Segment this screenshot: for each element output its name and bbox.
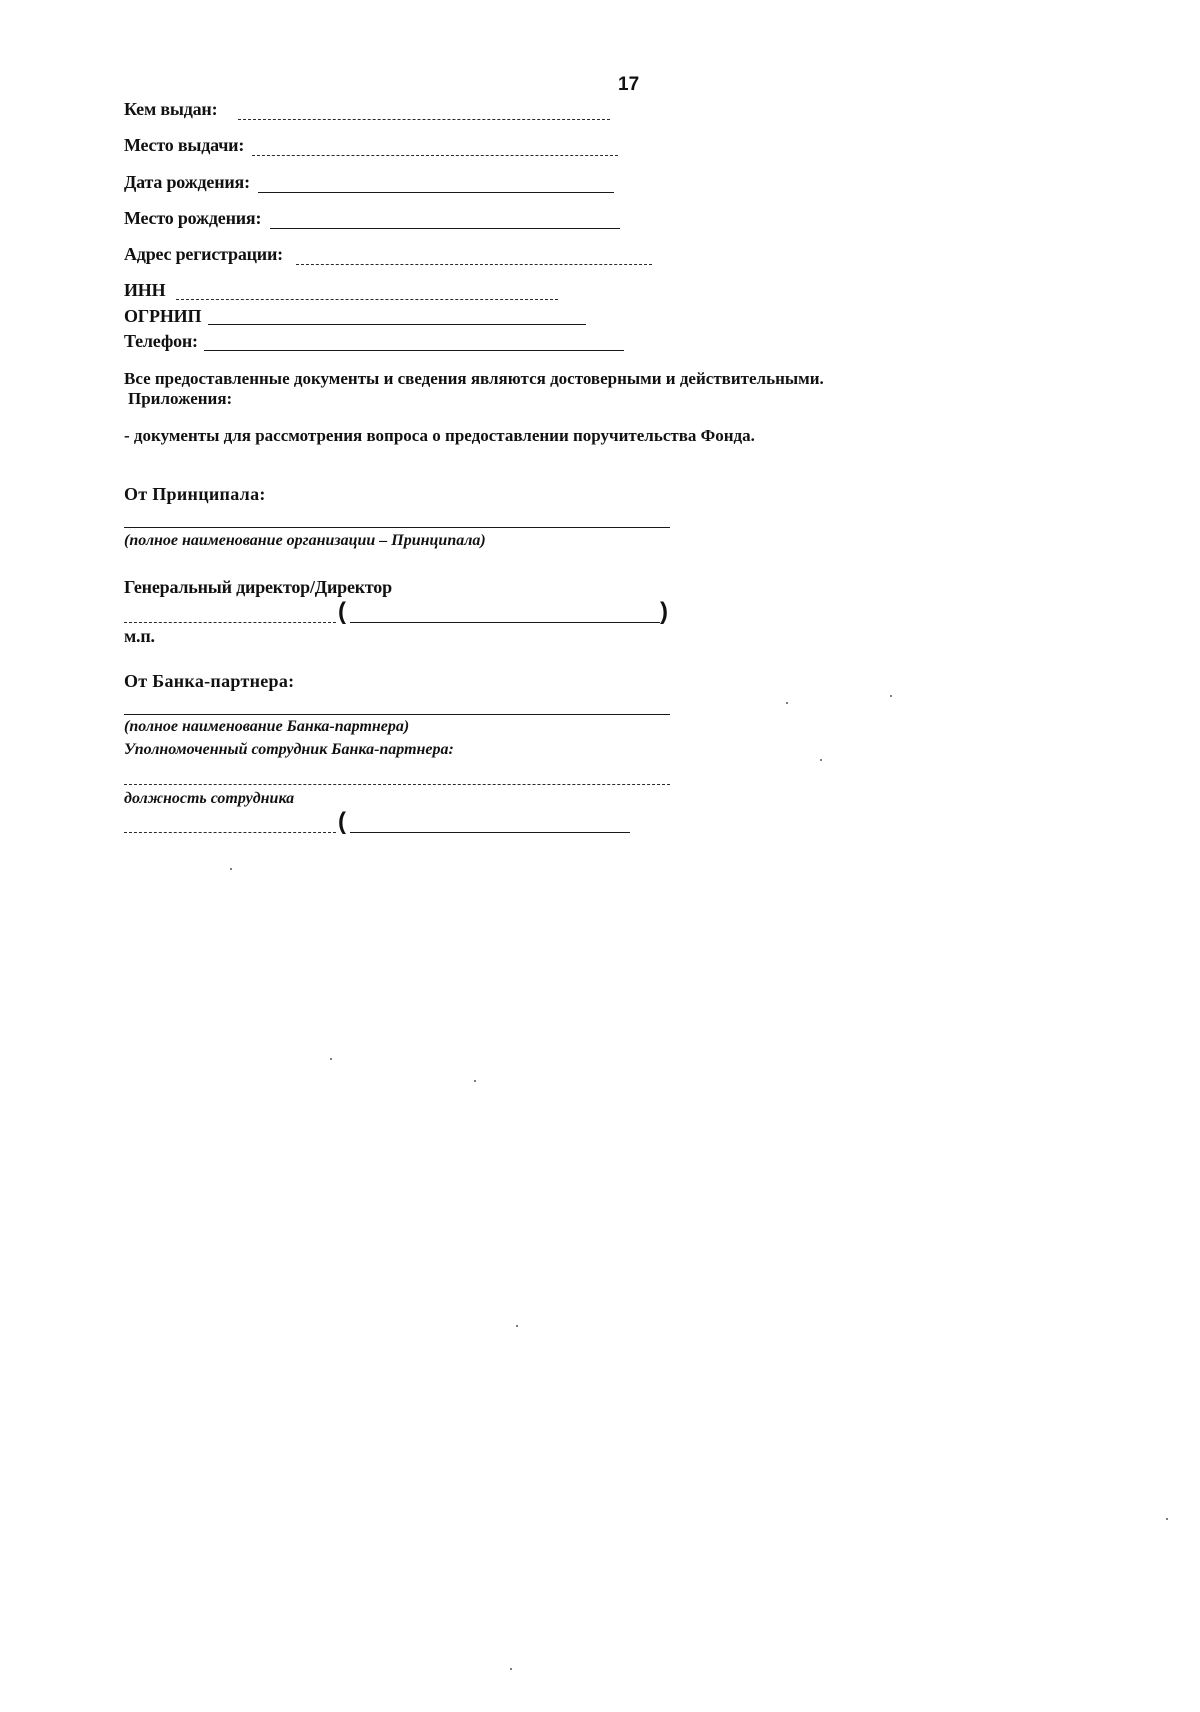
scan-speck — [510, 1668, 512, 1670]
registration-address-label: Адрес регистрации: — [124, 244, 283, 264]
partner-bank-name-line[interactable] — [124, 714, 670, 715]
position-caption: должность сотрудника — [124, 790, 295, 807]
representative-open-bracket: ( — [338, 808, 346, 835]
issued-by-label: Кем выдан: — [124, 99, 218, 119]
attachments-heading: Приложения: — [128, 389, 233, 408]
date-of-birth-label: Дата рождения: — [124, 172, 250, 192]
partner-bank-heading: От Банка-партнера: — [124, 671, 295, 691]
declaration-statement: Все предоставленные документы и сведения являются достоверными и действительными. — [124, 369, 824, 388]
representative-label: Уполномоченный сотрудник Банка-партнера: — [124, 741, 454, 758]
issued-by-line[interactable] — [238, 119, 610, 120]
scan-speck — [474, 1080, 476, 1082]
scan-speck — [890, 695, 892, 697]
registration-address-line[interactable] — [296, 264, 652, 265]
director-label: Генеральный директор/Директор — [124, 577, 392, 597]
scan-speck — [516, 1325, 518, 1327]
principal-heading: От Принципала: — [124, 484, 266, 504]
representative-line[interactable] — [124, 784, 670, 785]
scan-speck — [230, 868, 232, 870]
scan-speck — [1166, 1518, 1168, 1520]
scan-speck — [820, 759, 822, 761]
date-of-birth-line[interactable] — [258, 192, 614, 193]
inn-label: ИНН — [124, 280, 166, 300]
principal-name-line[interactable] — [124, 527, 670, 528]
principal-name-caption: (полное наименование организации – Принципала) — [124, 532, 486, 549]
scan-speck — [786, 702, 788, 704]
attachments-item: - документы для рассмотрения вопроса о предоставлении поручительства Фонда. — [124, 426, 755, 445]
director-open-bracket: ( — [338, 598, 346, 625]
phone-line[interactable] — [204, 350, 624, 351]
director-close-bracket: ) — [660, 598, 668, 625]
ogrnip-label: ОГРНИП — [124, 306, 202, 326]
representative-name-line[interactable] — [350, 832, 630, 833]
page-number: 17 — [618, 74, 640, 95]
place-of-issue-label: Место выдачи: — [124, 135, 245, 155]
stamp-place-label: м.п. — [124, 626, 155, 646]
representative-signature-line[interactable] — [124, 832, 336, 833]
director-name-line[interactable] — [350, 622, 660, 623]
scan-speck — [330, 1058, 332, 1060]
place-of-issue-line[interactable] — [252, 155, 618, 156]
partner-bank-name-caption: (полное наименование Банка-партнера) — [124, 718, 410, 735]
ogrnip-line[interactable] — [208, 324, 586, 325]
place-of-birth-label: Место рождения: — [124, 208, 262, 228]
phone-label: Телефон: — [124, 331, 198, 351]
director-signature-line[interactable] — [124, 622, 336, 623]
place-of-birth-line[interactable] — [270, 228, 620, 229]
inn-line[interactable] — [176, 299, 558, 300]
